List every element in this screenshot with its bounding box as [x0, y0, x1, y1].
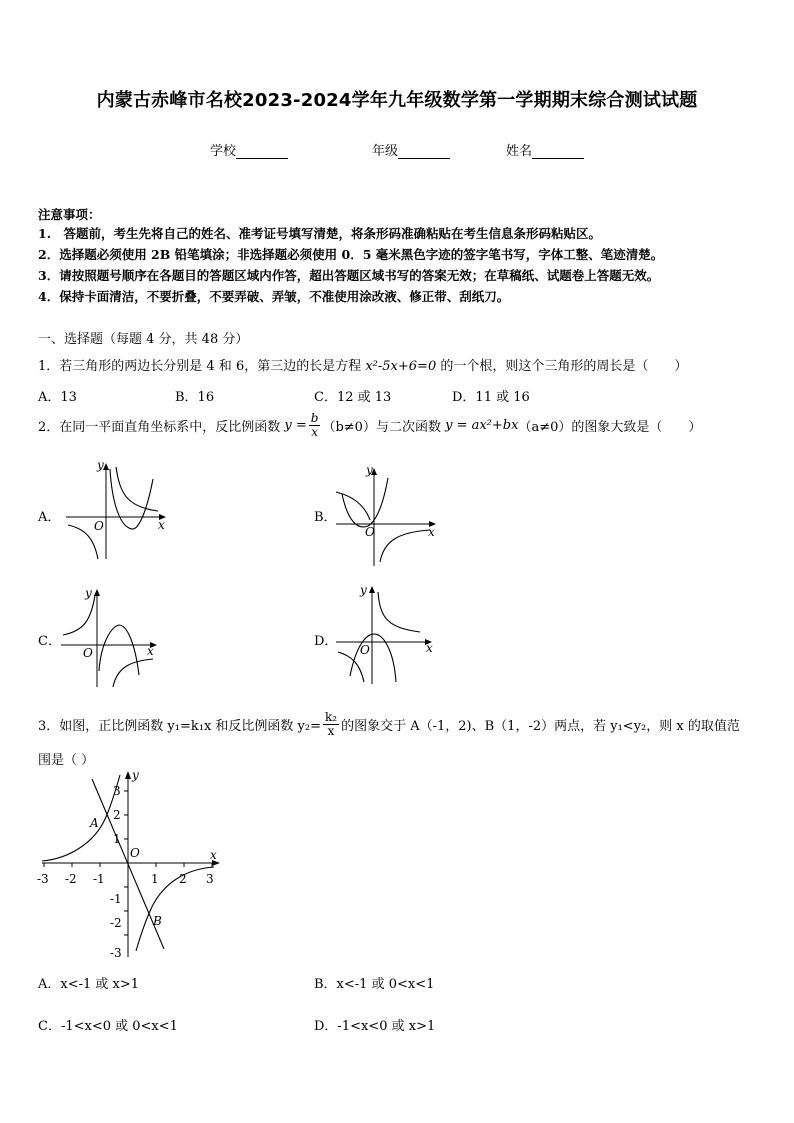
q3-frac-num: k₂ — [325, 710, 338, 724]
school-label: 学校 — [210, 144, 237, 159]
origin-label: O — [365, 525, 375, 539]
axis-y-label: y — [97, 458, 104, 472]
y-tick-label: -1 — [110, 892, 122, 906]
q1-option-b[interactable]: B．16 — [175, 390, 215, 405]
axis-y-label: y — [85, 586, 92, 600]
q2-option-b[interactable]: B． — [314, 510, 337, 525]
y-tick-label: -2 — [110, 916, 122, 930]
question-2-stem — [38, 412, 701, 439]
point-b-label: B — [153, 914, 162, 928]
point-a-label: A — [90, 816, 99, 830]
axis-y-label: y — [132, 768, 139, 782]
q1-stem-a: 1．若三角形的两边长分别是 4 和 6，第三边的长是方程 — [38, 359, 366, 374]
q2-func-lhs: y = — [284, 418, 307, 433]
q3-stem-c: 围是（ ） — [38, 753, 95, 768]
name-blank[interactable] — [532, 145, 584, 159]
q2-graph-c — [55, 583, 170, 693]
axis-y-label: y — [360, 583, 367, 597]
axis-x-label: x — [428, 525, 435, 539]
q3-stem-a: 3．如图，正比例函数 y₁=k₁x 和反比例函数 y₂= — [38, 719, 321, 734]
q3-frac-den: x — [327, 724, 335, 738]
q2-cond1: （b≠0）与二次函数 — [322, 420, 446, 435]
q2-graph-b — [330, 460, 445, 570]
q1-option-a[interactable]: A．13 — [38, 390, 77, 405]
q3-graph — [36, 765, 226, 965]
axis-x-label: x — [426, 641, 433, 655]
q1-stem-b: 的一个根，则这个三角形的周长是（ ） — [436, 359, 688, 374]
x-tick-label: -2 — [65, 872, 77, 886]
q1-equation: x²-5x+6=0 — [365, 359, 437, 374]
note-item: 4．保持卡面清洁，不要折叠，不要弄破、弄皱，不准使用涂改液、修正带、刮纸刀。 — [38, 289, 510, 304]
origin-label: O — [94, 519, 104, 533]
x-tick-label: 3 — [206, 872, 214, 886]
note-item: 1. 答题前，考生先将自己的姓名、准考证号填写清楚，将条形码准确粘贴在考生信息条形码粘贴区。 — [38, 226, 602, 241]
note-item: 2．选择题必须使用 2B 铅笔填涂；非选择题必须使用 0．5 毫米黑色字迹的签字笔书写，字体工整、笔迹清楚。 — [38, 247, 664, 262]
q2-cond2: （a≠0）的图象大致是（ ） — [518, 420, 702, 435]
x-tick-label: -3 — [37, 872, 49, 886]
x-tick-label: 1 — [151, 872, 159, 886]
q1-option-c[interactable]: C．12 或 13 — [314, 390, 392, 405]
q2-option-c[interactable]: C． — [38, 634, 61, 649]
q2-stem-a: 2．在同一平面直角坐标系中，反比例函数 — [38, 420, 285, 435]
q2-frac-num: b — [310, 411, 319, 425]
axis-y-label: y — [366, 463, 373, 477]
grade-blank[interactable] — [398, 145, 450, 159]
y-tick-label: 3 — [113, 784, 121, 798]
x-tick-label: -1 — [93, 872, 105, 886]
y-tick-label: 1 — [113, 832, 121, 846]
q3-option-c[interactable]: C．-1<x<0 或 0<x<1 — [38, 1019, 178, 1034]
school-field[interactable] — [210, 140, 288, 159]
q2-quad: y = ax²+bx — [445, 418, 519, 433]
axis-x-label: x — [210, 848, 217, 862]
name-field[interactable] — [506, 140, 584, 159]
school-blank[interactable] — [236, 145, 288, 159]
axis-x-label: x — [147, 644, 154, 658]
q3-option-a[interactable]: A．x<-1 或 x>1 — [38, 977, 140, 992]
q3-option-d[interactable]: D．-1<x<0 或 x>1 — [314, 1019, 436, 1034]
name-label: 姓名 — [506, 144, 533, 159]
q2-option-a[interactable]: A． — [38, 510, 61, 525]
x-tick-label: 2 — [179, 872, 187, 886]
note-item: 3．请按照题号顺序在各题目的答题区域内作答，超出答题区域书写的答案无效；在草稿纸、试题卷上答题无效。 — [38, 268, 660, 283]
notes-heading: 注意事项： — [38, 207, 101, 222]
origin-label: O — [360, 643, 370, 657]
grade-field[interactable] — [372, 140, 450, 159]
q2-graph-d — [330, 580, 445, 690]
y-tick-label: 2 — [113, 808, 121, 822]
q2-fraction — [309, 412, 321, 439]
q2-option-d[interactable]: D． — [314, 634, 338, 649]
section-heading: 一、选择题（每题 4 分，共 48 分） — [38, 332, 249, 347]
q2-frac-den: x — [311, 425, 319, 439]
y-tick-label: -3 — [110, 946, 122, 960]
question-1-stem — [38, 355, 687, 374]
origin-label: O — [130, 846, 140, 860]
q3-stem-b: 的图象交于 A（-1，2)、B（1，-2）两点，若 y₁<y₂，则 x 的取值范 — [341, 719, 740, 734]
origin-label: O — [83, 646, 93, 660]
axis-x-label: x — [158, 518, 165, 532]
page-title: 内蒙古赤峰市名校2023-2024学年九年级数学第一学期期末综合测试试题 — [96, 90, 698, 111]
grade-label: 年级 — [372, 144, 399, 159]
q3-option-b[interactable]: B．x<-1 或 0<x<1 — [314, 977, 435, 992]
question-3-stem — [38, 711, 740, 738]
q3-fraction — [323, 711, 339, 738]
q2-graph-a — [60, 455, 175, 565]
q1-option-d[interactable]: D．11 或 16 — [452, 390, 530, 405]
